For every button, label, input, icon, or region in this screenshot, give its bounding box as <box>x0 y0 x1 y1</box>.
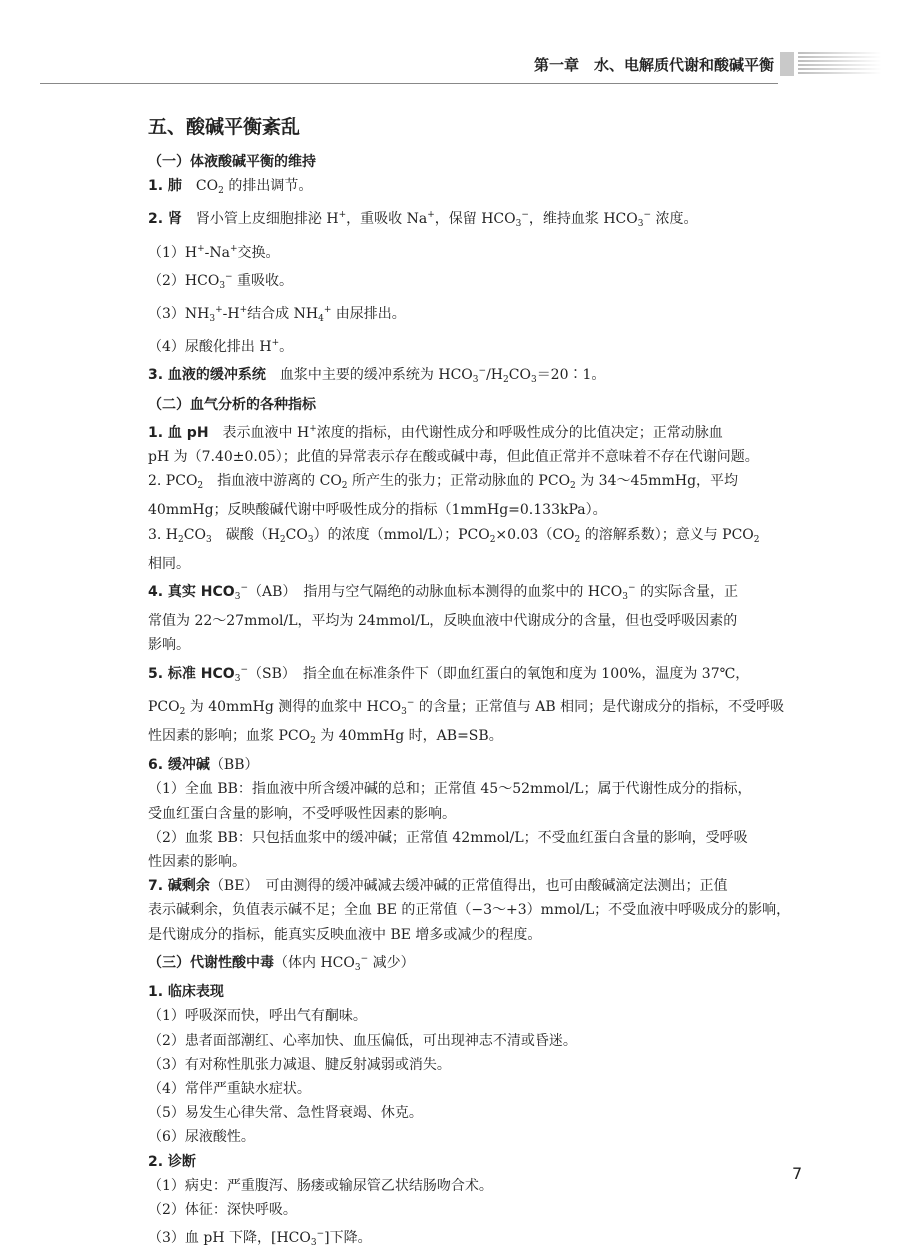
text-segment: ×0.03（CO <box>495 526 575 543</box>
text-segment: CO <box>181 178 219 195</box>
text-segment: （3）血 pH 下降，[HCO <box>148 1230 311 1247</box>
text-segment: ]下降。 <box>324 1230 372 1247</box>
text-line <box>148 923 808 947</box>
text-segment: 受血红蛋白含量的影响，不受呼吸性因素的影响。 <box>148 805 456 822</box>
text-segment: 2. PCO <box>148 473 198 490</box>
text-line <box>148 445 808 469</box>
text-segment: ，重吸收 Na <box>346 211 428 228</box>
text-line <box>148 359 808 392</box>
text-segment: − <box>225 271 233 282</box>
text-segment: （一）体液酸碱平衡的维持 <box>148 154 316 170</box>
text-line <box>148 237 808 265</box>
text-segment: − <box>406 697 415 708</box>
text-segment: 3 <box>622 592 628 603</box>
running-header <box>0 46 900 86</box>
text-line <box>148 980 808 1004</box>
page-body <box>148 112 808 1255</box>
text-segment: 1. 临床表现 <box>148 984 224 1001</box>
text-segment: 减少） <box>368 954 415 971</box>
text-segment: 3 <box>234 592 241 603</box>
text-line <box>148 331 808 359</box>
text-line <box>148 633 808 657</box>
text-segment: + <box>197 243 205 254</box>
text-segment: 性因素的影响。 <box>148 854 246 871</box>
text-segment: 3 <box>515 219 522 230</box>
text-segment: 指血液中游离的 CO <box>203 473 342 490</box>
text-segment: 2 <box>178 534 184 545</box>
text-line <box>148 1053 808 1077</box>
text-segment: − <box>627 583 636 594</box>
text-segment: 3 <box>310 1238 317 1249</box>
text-segment: （BE） 可由测得的缓冲碱减去缓冲碱的正常值得出，也可由酸碱滴定法测出；正值 <box>209 878 728 895</box>
text-segment: 40mmHg；反映酸碱代谢中呼吸性成分的指标（1mmHg=0.133kPa）。 <box>148 502 607 519</box>
text-line <box>148 1101 808 1125</box>
text-segment: CO <box>183 526 206 543</box>
text-segment: + <box>239 305 248 316</box>
text-segment: （3）NH <box>148 306 210 323</box>
text-segment: （1）H <box>148 244 198 261</box>
text-segment: （3）有对称性肌张力减退、腱反射减弱或消失。 <box>148 1056 451 1073</box>
text-segment: 2 <box>503 375 509 386</box>
text-segment: 表示碱剩余，负值表示碱不足；全血 BE 的正常值（−3～+3）mmol/L；不受血液中呼吸成分的影响， <box>148 902 791 919</box>
text-segment: 7. 碱剩余 <box>148 878 210 895</box>
text-segment: 交换。 <box>237 244 280 261</box>
text-segment: 影响。 <box>148 637 190 654</box>
text-segment: − <box>240 583 248 594</box>
text-segment: + <box>230 243 238 254</box>
text-segment: pH 为（7.40±0.05）；此值的异常表示存在酸或碱中毒，但此值正常并不意味着不存在代谢问题。 <box>148 449 759 466</box>
text-segment: （2）血浆 BB：只包括血浆中的缓冲碱；正常值 42mmol/L；不受血红蛋白含量的影响，受呼吸 <box>148 829 748 846</box>
text-segment: CO <box>508 367 531 384</box>
text-segment: 3 <box>401 706 407 717</box>
text-line <box>148 417 808 445</box>
text-segment: 2 <box>179 706 186 717</box>
text-segment: 3 <box>637 219 644 230</box>
text-segment: （AB） 指用与空气隔绝的动脉血标本测得的血浆中的 HCO <box>247 584 623 601</box>
text-segment: 3 <box>354 962 361 973</box>
text-segment: （2）体征：深快呼吸。 <box>148 1201 297 1218</box>
text-segment: 性因素的影响；血浆 PCO <box>148 728 311 745</box>
text-line <box>148 1077 808 1101</box>
text-line <box>148 265 808 298</box>
text-segment: ，维持血浆 HCO <box>528 211 638 228</box>
text-segment: 3 <box>219 280 226 291</box>
text-line <box>148 947 808 980</box>
text-line <box>148 898 808 922</box>
text-segment: + <box>427 210 435 221</box>
text-line <box>148 1004 808 1028</box>
text-segment: （1）全血 BB：指血液中所含缓冲碱的总和；正常值 45～52mmol/L；属于代谢性成分的指标， <box>148 781 752 798</box>
body-text <box>148 150 808 1255</box>
text-segment: 为 40mmHg 时，AB=SB。 <box>315 728 503 745</box>
text-segment: − <box>643 210 652 221</box>
text-segment: 2. 肾 <box>148 211 182 228</box>
header-decoration-block <box>780 52 794 76</box>
text-segment: 3. 血液的缓冲系统 <box>148 367 266 384</box>
text-segment: 2 <box>489 534 496 545</box>
text-line <box>148 777 808 801</box>
text-segment: 相同。 <box>148 555 190 572</box>
text-segment: 3 <box>307 534 314 545</box>
text-segment: 碳酸（H <box>211 526 280 543</box>
text-segment: + <box>215 305 223 316</box>
text-segment: 3. H <box>148 526 179 543</box>
text-segment: 6. 缓冲碱 <box>148 757 210 774</box>
text-segment: （4）常伴严重缺水症状。 <box>148 1080 311 1097</box>
text-segment: ，保留 HCO <box>434 211 516 228</box>
text-segment: （体内 HCO <box>274 954 355 971</box>
text-segment: （BB） <box>209 757 259 774</box>
text-line <box>148 691 808 724</box>
text-segment: 的溶解系数）；意义与 PCO <box>580 526 754 543</box>
text-segment: + <box>309 423 317 434</box>
text-segment: 4. 真实 HCO <box>148 584 235 601</box>
text-segment: PCO <box>148 698 180 715</box>
text-line <box>148 1125 808 1149</box>
text-line <box>148 1198 808 1222</box>
header-rule <box>40 83 778 84</box>
text-segment: 浓度。 <box>651 211 698 228</box>
text-segment: （1）病史：严重腹泻、肠瘘或输尿管乙状结肠吻合术。 <box>148 1177 493 1194</box>
text-segment: 3 <box>472 375 479 386</box>
text-segment: 结合成 NH <box>247 306 319 323</box>
text-segment: 的排出调节。 <box>223 178 313 195</box>
text-line <box>148 1174 808 1198</box>
text-segment: （5）易发生心律失常、急性肾衰竭、休克。 <box>148 1105 423 1122</box>
text-segment: ＝20∶1。 <box>536 367 606 384</box>
text-line <box>148 298 808 331</box>
text-segment: （6）尿液酸性。 <box>148 1129 255 1146</box>
text-line <box>148 393 808 417</box>
text-segment: 常值为 22～27mmol/L，平均为 24mmol/L，反映血液中代谢成分的含量，但也受呼吸因素的 <box>148 613 738 630</box>
text-line <box>148 469 808 498</box>
text-segment: 是代谢成分的指标，能真实反映血液中 BE 增多或减少的程度。 <box>148 926 542 943</box>
text-segment: （1）呼吸深而快，呼出气有酮味。 <box>148 1008 367 1025</box>
section-title: 五、酸碱平衡紊乱 <box>148 116 301 138</box>
text-segment: 2 <box>341 481 348 492</box>
text-segment: + <box>271 338 280 349</box>
text-line <box>148 609 808 633</box>
text-line <box>148 203 808 236</box>
text-segment: − <box>360 953 369 964</box>
text-segment: 2 <box>753 534 760 545</box>
text-segment: （SB） 指全血在标准条件下（即血红蛋白的氧饱和度为 100%，温度为 37℃， <box>247 665 750 682</box>
text-segment: （2）患者面部潮红、心率加快、血压偏低，可出现神志不清或昏迷。 <box>148 1032 577 1049</box>
text-line <box>148 658 808 691</box>
text-segment: （二）血气分析的各种指标 <box>148 396 316 413</box>
text-line <box>148 753 808 777</box>
text-line <box>148 826 808 850</box>
text-segment: /H <box>486 367 504 384</box>
text-segment: 3 <box>234 673 241 684</box>
text-segment: 为 34～45mmHg，平均 <box>575 473 739 490</box>
text-line <box>148 552 808 576</box>
text-segment: 1. 血 pH <box>148 424 209 441</box>
text-line <box>148 498 808 522</box>
text-segment: − <box>521 210 529 221</box>
text-line <box>148 576 808 609</box>
page-number: 7 <box>792 1164 803 1183</box>
text-segment: 3 <box>209 314 216 325</box>
text-segment: 的含量；正常值与 AB 相同；是代谢成分的指标，不受呼吸 <box>414 698 785 715</box>
chapter-title: 第一章 水、电解质代谢和酸碱平衡 <box>533 56 774 74</box>
text-segment: 5. 标准 HCO <box>148 665 235 682</box>
text-segment: + <box>338 210 347 221</box>
text-segment: 重吸收。 <box>232 272 294 289</box>
text-line <box>148 174 808 203</box>
text-line <box>148 150 808 174</box>
text-line <box>148 1029 808 1053</box>
text-segment: 4 <box>318 314 324 325</box>
text-segment: 2 <box>310 736 316 747</box>
text-segment: -Na <box>204 244 230 261</box>
text-segment: CO <box>285 526 308 543</box>
text-segment: − <box>478 366 487 377</box>
text-segment: -H <box>222 306 240 323</box>
text-segment: 2 <box>218 186 224 197</box>
text-segment: 表示血液中 H <box>208 424 310 441</box>
text-segment: 2 <box>570 481 576 492</box>
text-segment: 肾小管上皮细胞排泌 H <box>181 211 339 228</box>
text-segment: 的实际含量，正 <box>635 584 738 601</box>
text-segment: 为 40mmHg 测得的血浆中 HCO <box>185 698 402 715</box>
text-segment: （三）代谢性酸中毒 <box>148 954 274 971</box>
text-segment: 2 <box>279 534 286 545</box>
text-segment: 1. 肺 <box>148 178 182 195</box>
text-segment: 2. 诊断 <box>148 1153 196 1170</box>
text-segment: 3 <box>205 534 212 545</box>
text-segment: ）的浓度（mmol/L）；PCO <box>313 526 490 543</box>
text-line <box>148 1150 808 1174</box>
text-segment: 血浆中主要的缓冲系统为 HCO <box>265 367 473 384</box>
text-line <box>148 724 808 753</box>
text-segment: 3 <box>530 375 537 386</box>
text-segment: 浓度的指标，由代谢性成分和呼吸性成分的比值决定；正常动脉血 <box>316 424 723 441</box>
text-segment: + <box>323 305 332 316</box>
text-segment: 由尿排出。 <box>331 306 406 323</box>
text-line <box>148 850 808 874</box>
text-segment: 2 <box>574 534 581 545</box>
text-segment: （2）HCO <box>148 272 220 289</box>
text-segment: （4）尿酸化排出 H <box>148 339 272 356</box>
text-segment: − <box>240 664 248 675</box>
text-line <box>148 802 808 826</box>
text-line <box>148 523 808 552</box>
header-decoration-lines <box>798 52 882 76</box>
text-segment: − <box>316 1229 325 1240</box>
text-line <box>148 1222 808 1255</box>
text-segment: 2 <box>197 481 204 492</box>
text-segment: 所产生的张力；正常动脉血的 PCO <box>347 473 571 490</box>
text-line <box>148 874 808 898</box>
text-segment: 。 <box>279 339 294 356</box>
